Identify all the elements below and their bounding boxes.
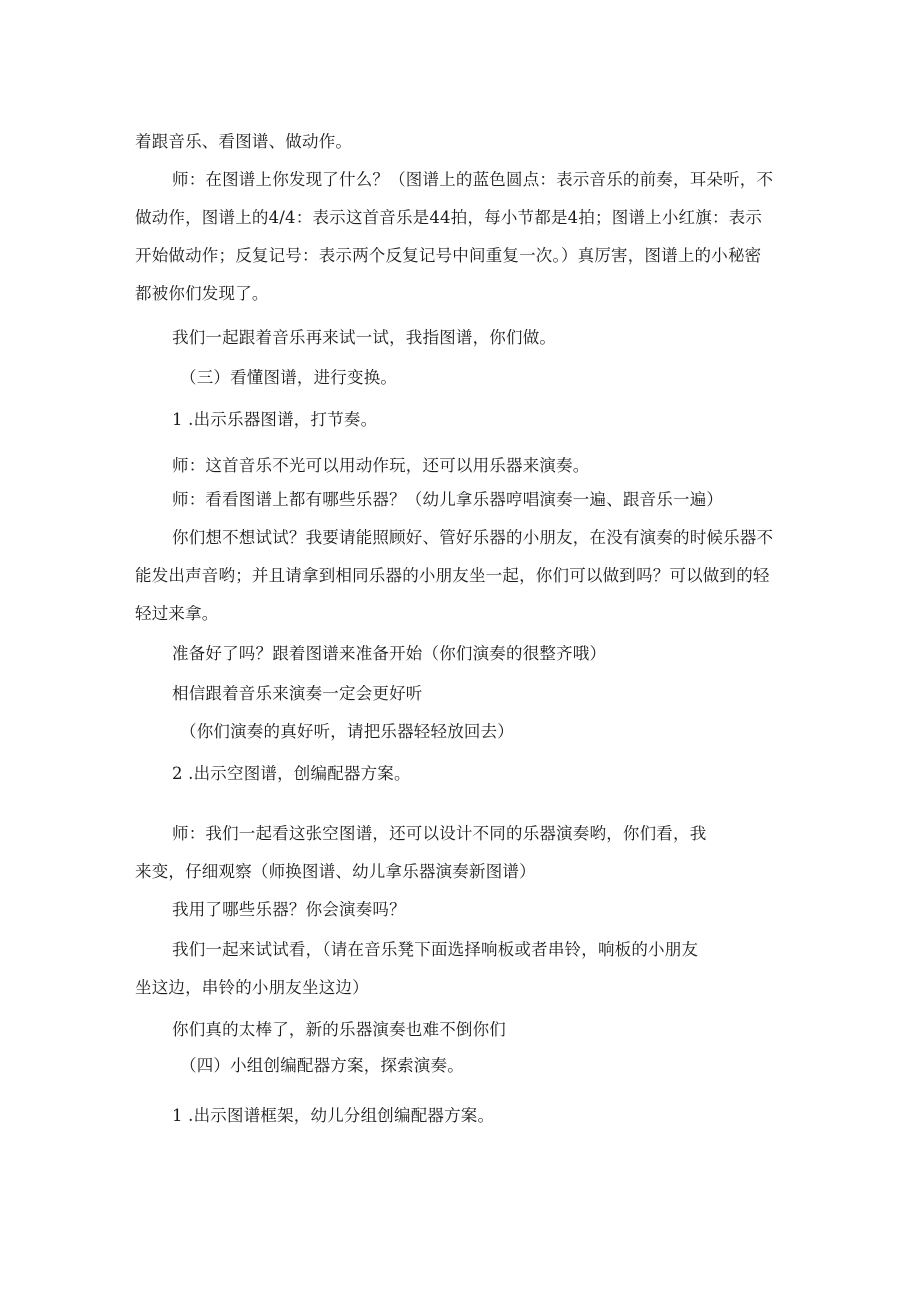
paragraph-line: 师：在图谱上你发现了什么？（图谱上的蓝色圆点：表示音乐的前奏，耳朵听，不	[172, 170, 774, 189]
paragraph-line: 相信跟着音乐来演奏一定会更好听	[172, 684, 423, 703]
paragraph-line: 轻过来拿。	[135, 604, 219, 623]
list-item: 1 .出示图谱框架，幼儿分组创编配器方案。	[172, 1106, 495, 1125]
paragraph-line: 师：看看图谱上都有哪些乐器？（幼儿拿乐器哼唱演奏一遍、跟音乐一遍）	[172, 490, 724, 509]
paragraph-line: 都被你们发现了。	[135, 284, 269, 303]
list-item: 1 .出示乐器图谱，打节奏。	[172, 410, 378, 429]
paragraph-line: 能发出声音哟；并且请拿到相同乐器的小朋友坐一起，你们可以做到吗？可以做到的轻	[135, 566, 770, 585]
list-item: 2 .出示空图谱，创编配器方案。	[172, 764, 411, 783]
paragraph-line: 做动作，图谱上的4/4：表示这首音乐是44拍，每小节都是4拍；图谱上小红旗：表示	[135, 208, 763, 227]
paragraph-line: （你们演奏的真好听，请把乐器轻轻放回去）	[180, 722, 514, 741]
paragraph-line: 你们真的太棒了，新的乐器演奏也难不倒你们	[172, 1020, 506, 1039]
paragraph-line: 师：我们一起看这张空图谱，还可以设计不同的乐器演奏哟，你们看，我	[172, 824, 707, 843]
paragraph-line: 坐这边，串铃的小朋友坐这边）	[135, 978, 369, 997]
paragraph-line: 你们想不想试试？我要请能照顾好、管好乐器的小朋友，在没有演奏的时候乐器不	[172, 528, 774, 547]
section-heading: （四）小组创编配器方案，探索演奏。	[180, 1056, 464, 1075]
paragraph-line: 我用了哪些乐器？你会演奏吗？	[172, 900, 406, 919]
section-heading: （三）看懂图谱，进行变换。	[180, 368, 398, 387]
paragraph-line: 我们一起来试试看，（请在音乐凳下面选择响板或者串铃，响板的小朋友	[172, 940, 699, 959]
paragraph-line: 准备好了吗？跟着图谱来准备开始（你们演奏的很整齐哦）	[172, 644, 607, 663]
paragraph-line: 我们一起跟着音乐再来试一试，我指图谱，你们做。	[172, 328, 557, 347]
paragraph-line: 师：这首音乐不光可以用动作玩，还可以用乐器来演奏。	[172, 456, 590, 475]
paragraph-line: 着跟音乐、看图谱、做动作。	[135, 132, 353, 151]
paragraph-line: 来变，仔细观察（师换图谱、幼儿拿乐器演奏新图谱）	[135, 862, 536, 881]
paragraph-line: 开始做动作；反复记号：表示两个反复记号中间重复一次。）真厉害，图谱上的小秘密	[135, 246, 762, 265]
